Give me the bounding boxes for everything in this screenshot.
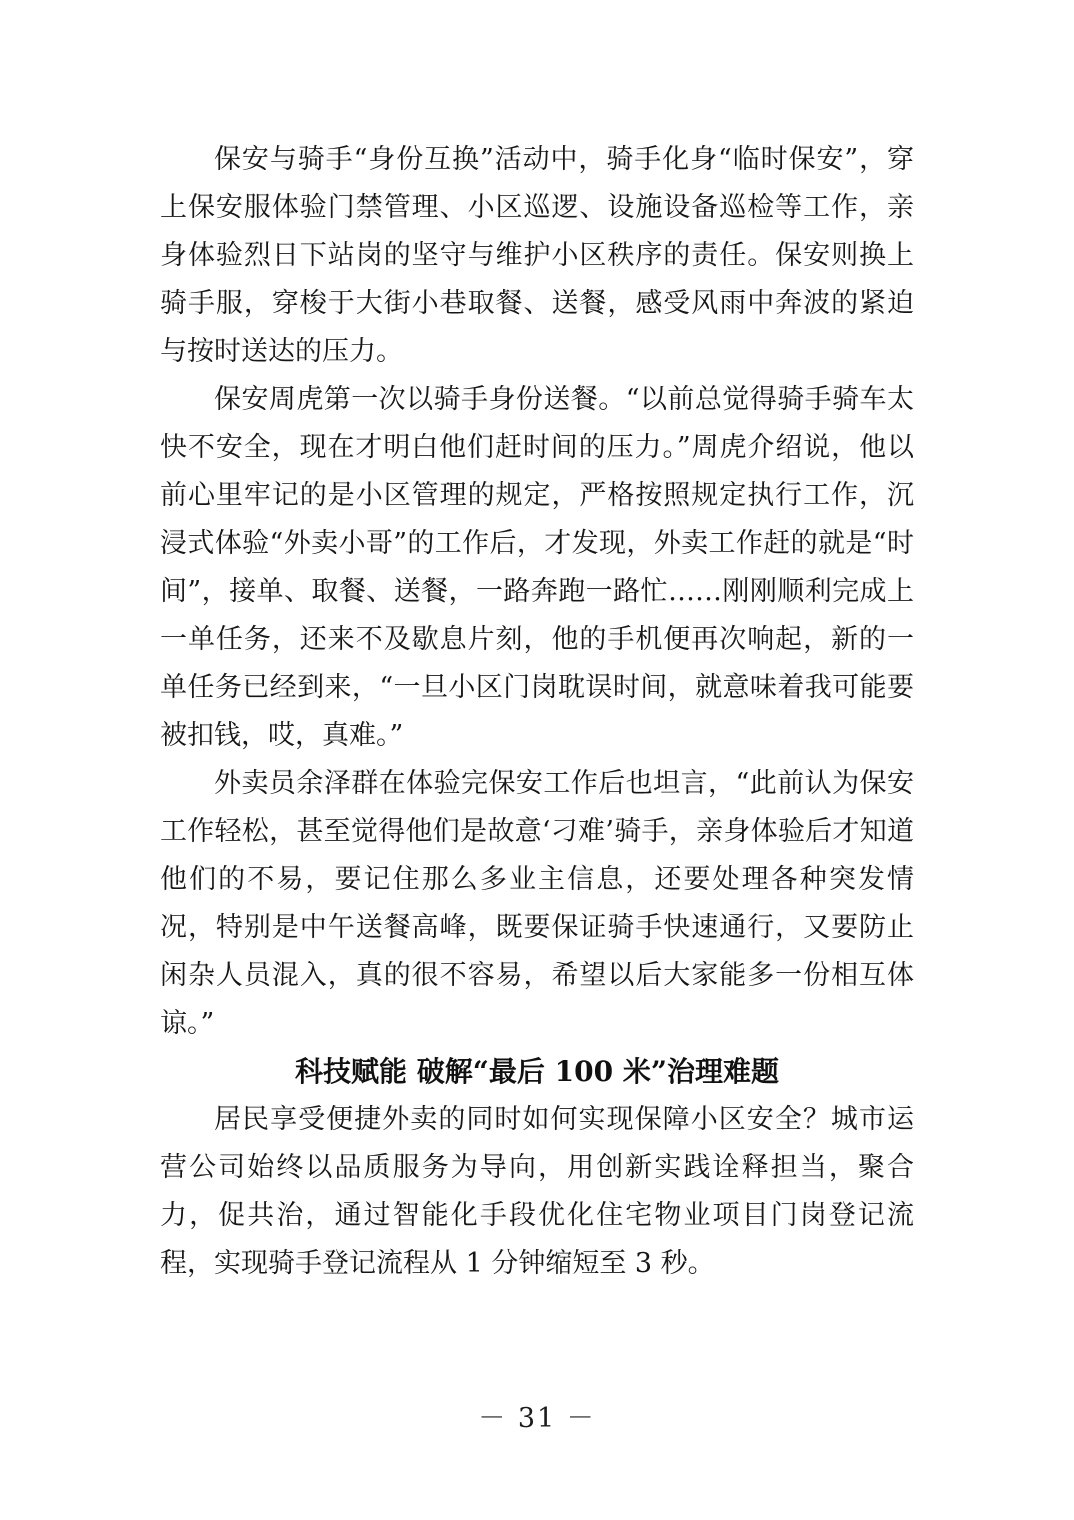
page-number: － 31 － xyxy=(478,1403,596,1434)
body-paragraph: 居民享受便捷外卖的同时如何实现保障小区安全？城市运营公司始终以品质服务为导向，用创新实践诠释担当，聚合力，促共治，通过智能化手段优化住宅物业项目门岗登记流程，实现骑手登记流程从 1 分钟缩短至 3 秒。 xyxy=(160,1104,914,1279)
body-paragraph: 保安与骑手“身份互换”活动中，骑手化身“临时保安”，穿上保安服体验门禁管理、小区巡逻、设施设备巡检等工作，亲身体验烈日下站岗的坚守与维护小区秩序的责任。保安则换上骑手服，穿梭于大街小巷取餐、送餐，感受风雨中奔波的紧迫与按时送达的压力。 xyxy=(160,144,914,367)
body-paragraph: 保安周虎第一次以骑手身份送餐。“以前总觉得骑手骑车太快不安全，现在才明白他们赶时间的压力。”周虎介绍说，他以前心里牢记的是小区管理的规定，严格按照规定执行工作，沉浸式体验“外卖小哥”的工作后，才发现，外卖工作赶的就是“时间”，接单、取餐、送餐，一路奔跑一路忙……刚刚顺利完成上一单任务，还来不及歇息片刻，他的手机便再次响起，新的一单任务已经到来，“一旦小区门岗耽误时间，就意味着我可能要被扣钱，哎，真难。” xyxy=(160,384,914,751)
section-heading: 科技赋能 破解“最后 100 米”治理难题 xyxy=(295,1055,779,1088)
body-paragraph: 外卖员余泽群在体验完保安工作后也坦言，“此前认为保安工作轻松，甚至觉得他们是故意‘刁难’骑手，亲身体验后才知道他们的不易，要记住那么多业主信息，还要处理各种突发情况，特别是中午送餐高峰，既要保证骑手快速通行，又要防止闲杂人员混入，真的很不容易，希望以后大家能多一份相互体谅。” xyxy=(160,768,914,1039)
page-content xyxy=(160,136,914,1288)
